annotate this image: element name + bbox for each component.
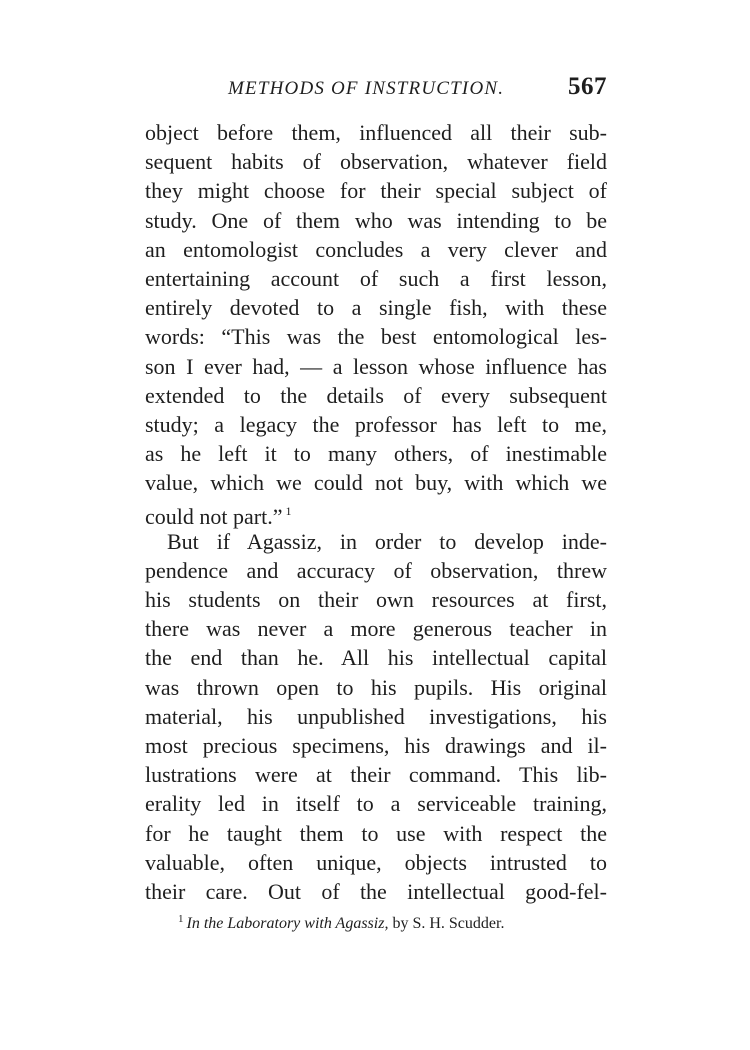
running-head: METHODS OF INSTRUCTION. [228, 78, 505, 99]
text-line: their care. Out of the intellectual good-fel- [145, 878, 607, 904]
footnote-title: In the Laboratory with Agassiz, [186, 915, 389, 932]
text-line: they might choose for their special subject of [145, 178, 607, 204]
text-line-with-footnote-ref [145, 497, 607, 530]
text-line: value, which we could not buy, with which we [145, 470, 607, 496]
text-line: as he left it to many others, of inestimable [145, 441, 607, 467]
text-line: for he taught them to use with respect the [145, 820, 607, 846]
text-line: the end than he. All his intellectual capital [145, 645, 607, 671]
body-text [145, 118, 607, 906]
text-line: entertaining account of such a first lesson, [145, 265, 607, 291]
text-line: lustrations were at their command. This lib- [145, 762, 607, 788]
text-line: pendence and accuracy of observation, threw [145, 557, 607, 583]
footnote [178, 913, 504, 933]
text-line: an entomologist concludes a very clever and [145, 236, 607, 262]
text-line: material, his unpublished investigations, his [145, 703, 607, 729]
text-line: extended to the details of every subsequent [145, 382, 607, 408]
text-line: his students on their own resources at first, [145, 587, 607, 612]
footnote-reference: 1 [285, 504, 292, 519]
footnote-mark: 1 [178, 913, 184, 925]
text-line: object before them, influenced all their sub- [145, 120, 607, 145]
text-line: study. One of them who was intending to be [145, 207, 607, 233]
text-line: words: “This was the best entomological les- [145, 324, 607, 350]
text-line: study; a legacy the professor has left to me, [145, 411, 607, 437]
text-line: most precious specimens, his drawings and il- [145, 732, 607, 758]
text-line: erality led in itself to a serviceable training, [145, 791, 607, 817]
text-line: sequent habits of observation, whatever field [145, 149, 607, 175]
text-line: entirely devoted to a single fish, with these [145, 295, 607, 321]
text-line: was thrown open to his pupils. His original [145, 674, 607, 700]
page-number: 567 [568, 73, 607, 100]
paragraph-start-line: But if Agassiz, in order to develop inde- [167, 528, 607, 554]
text-line: son I ever had, — a lesson whose influence has [145, 353, 607, 379]
text-line: valuable, often unique, objects intrusted to [145, 849, 607, 875]
footnote-author: by S. H. Scudder. [392, 915, 505, 932]
page-header [145, 73, 607, 106]
text-line: there was never a more generous teacher in [145, 616, 607, 642]
text-line: could not part.” [145, 504, 283, 530]
